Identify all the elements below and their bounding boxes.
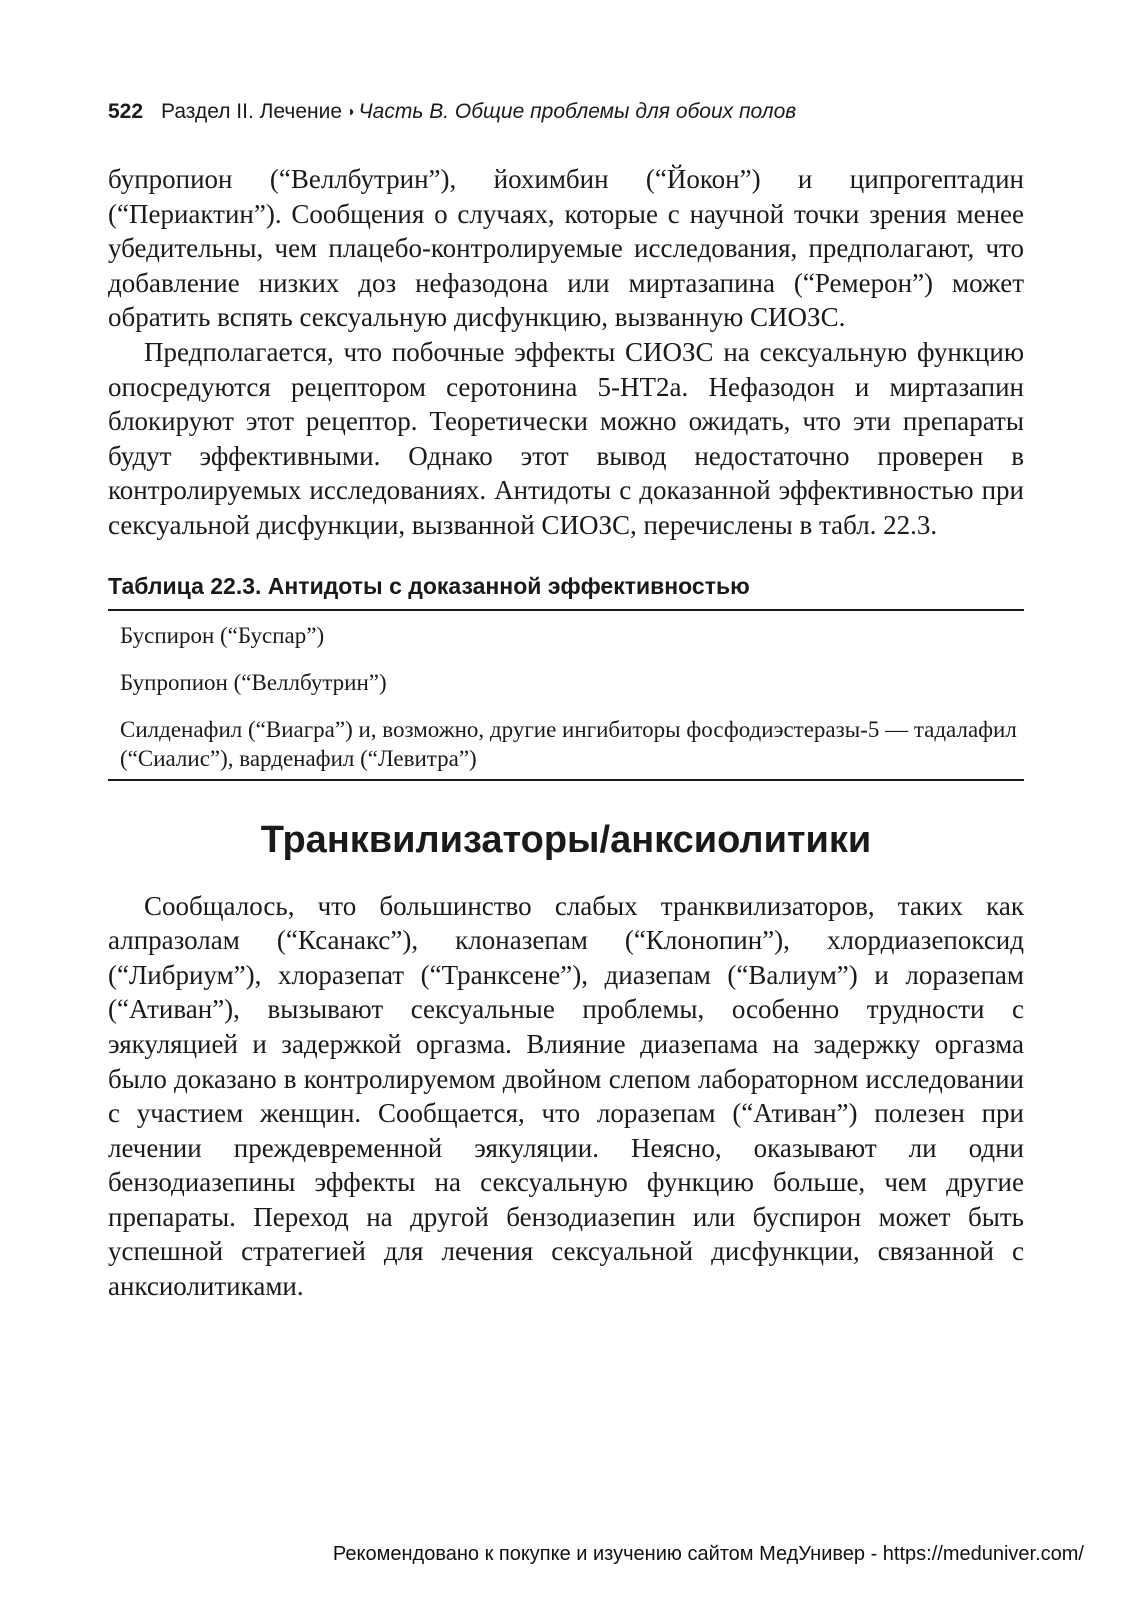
- header-separator-icon: ◑: [346, 103, 355, 119]
- antidote-table: [108, 609, 1024, 781]
- footer-link[interactable]: Рекомендовано к покупке и изучению сайтом МедУнивер - https://meduniver.com/: [332, 1543, 1084, 1565]
- section-heading: Транквилизаторы/анксиолитики: [260, 818, 872, 861]
- table-row: Бупропион (“Веллбутрин”): [120, 669, 387, 695]
- body-text-section: [108, 889, 1024, 1304]
- header-part-title: Часть В. Общие проблемы для обоих полов: [358, 100, 797, 123]
- page-number: 522: [108, 100, 144, 123]
- table-row: Силденафил (“Виагра”) и, возможно, другие ингибиторы фосфодиэстеразы-5 — тадалафил (“Сиалис”), варденафил (“Левитра”): [120, 716, 1017, 771]
- paragraph-continuation: бупропион (“Веллбутрин”), йохимбин (“Йокон”) и ципрогептадин (“Периактин”). Сообщения о случаях, которые с научной точки зрения менее убедительны, чем плацебо-контролируемые исследования, предполагают, что добавление низких доз нефазодона или миртазапина (“Ремерон”) может обратить вспять сексуальную дисфункцию, вызванную СИОЗС.: [108, 164, 1024, 333]
- body-text-top: [108, 162, 1024, 543]
- paragraph-tranquilizers: Сообщалось, что большинство слабых транквилизаторов, таких как алпразолам (“Ксанакс”), клоназепам (“Клонопин”), хлордиазепоксид (“Либриум”), хлоразепат (“Транксене”), диазепам (“Валиум”) и лоразепам (“Ативан”), вызывают сексуальные проблемы, особенно трудности с эякуляцией и задержкой оргазма. Влияние диазепама на задержку оргазма было доказано в контролируемом двойном слепом лабораторном исследовании с участием женщин. Сообщается, что лоразепам (“Ативан”) полезен при лечении преждевременной эякуляции. Неясно, оказывают ли одни бензодиазепины эффекты на сексуальную функцию больше, чем другие препараты. Переход на другой бензодиазепин или буспирон может быть успешной стратегией для лечения сексуальной дисфункции, связанной с анксиолитиками.: [108, 890, 1024, 1302]
- book-page: [108, 96, 1024, 1304]
- running-header: [108, 96, 1024, 126]
- table-caption: Таблица 22.3. Антидоты с доказанной эффективностью: [108, 572, 750, 599]
- header-section-title: Раздел II. Лечение: [161, 100, 343, 123]
- paragraph-ssri-mechanism: Предполагается, что побочные эффекты СИОЗС на сексуальную функцию опосредуются рецептором серотонина 5-HT2a. Нефазодон и миртазапин блокируют этот рецептор. Теоретически можно ожидать, что эти препараты будут эффективными. Однако этот вывод недостаточно проверен в контролируемых исследованиях. Антидоты с доказанной эффективностью при сексуальной дисфункции, вызванной СИОЗС, перечислены в табл. 22.3.: [108, 336, 1024, 540]
- table-row: Буспирон (“Буспар”): [120, 622, 325, 648]
